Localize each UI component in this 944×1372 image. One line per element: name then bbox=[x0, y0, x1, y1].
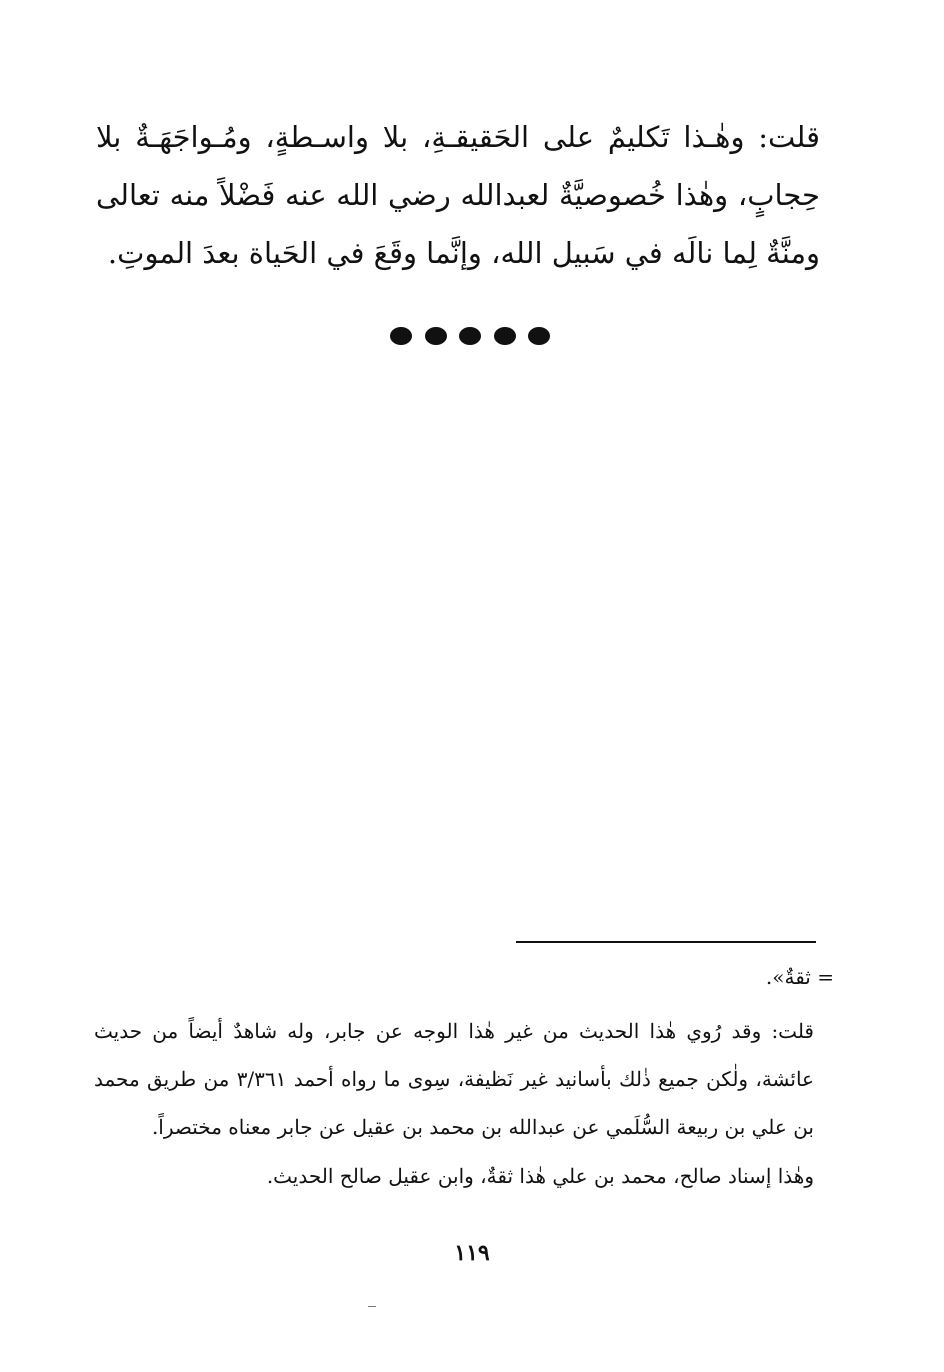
footnote-paragraph-1: قلت: وقد رُوي هٰذا الحديث من غير هٰذا الوجه عن جابر، وله شاهدٌ أيضاً من حديث عائشة، ولٰكن جميع ذٰلك بأسانيد غير نَظيفة، سِوى ما رواه أحمد ٣/٣٦١ من طريق محمد بن علي بن ربيعة السُّلَمي عن عبدالله بن محمد بن عقيل عن جابر معناه مختصراً. bbox=[94, 1019, 814, 1139]
separator-dot-icon bbox=[528, 327, 550, 345]
footnote-divider bbox=[516, 941, 816, 943]
footnotes bbox=[94, 955, 834, 1201]
page-number: ١١٩ bbox=[454, 1240, 490, 1266]
footnote-continuation: = ثقةٌ». bbox=[765, 965, 834, 989]
main-text bbox=[96, 108, 820, 282]
separator-dot-icon bbox=[459, 327, 481, 345]
bottom-mark bbox=[368, 1306, 376, 1307]
separator-dot-icon bbox=[494, 327, 516, 345]
section-separator bbox=[390, 326, 550, 346]
main-paragraph: قلت: وهٰـذا تَكليمٌ على الحَقيقـةِ، بلا واسـطةٍ، ومُـواجَهَـةٌ بلا حِجابٍ، وهٰذا خُصوصيَّةٌ لعبدالله رضي الله عنه فَضْلاً منه تعالى ومنَّةٌ لِما نالَه في سَبيل الله، وإنَّما وقَعَ في الحَياة بعدَ الموتِ. bbox=[96, 120, 820, 270]
footnote-paragraph-2: وهٰذا إسناد صالح، محمد بن علي هٰذا ثقةٌ، وابن عقيل صالح الحديث. bbox=[266, 1164, 814, 1188]
separator-dot-icon bbox=[390, 327, 412, 345]
separator-dot-icon bbox=[425, 327, 447, 345]
